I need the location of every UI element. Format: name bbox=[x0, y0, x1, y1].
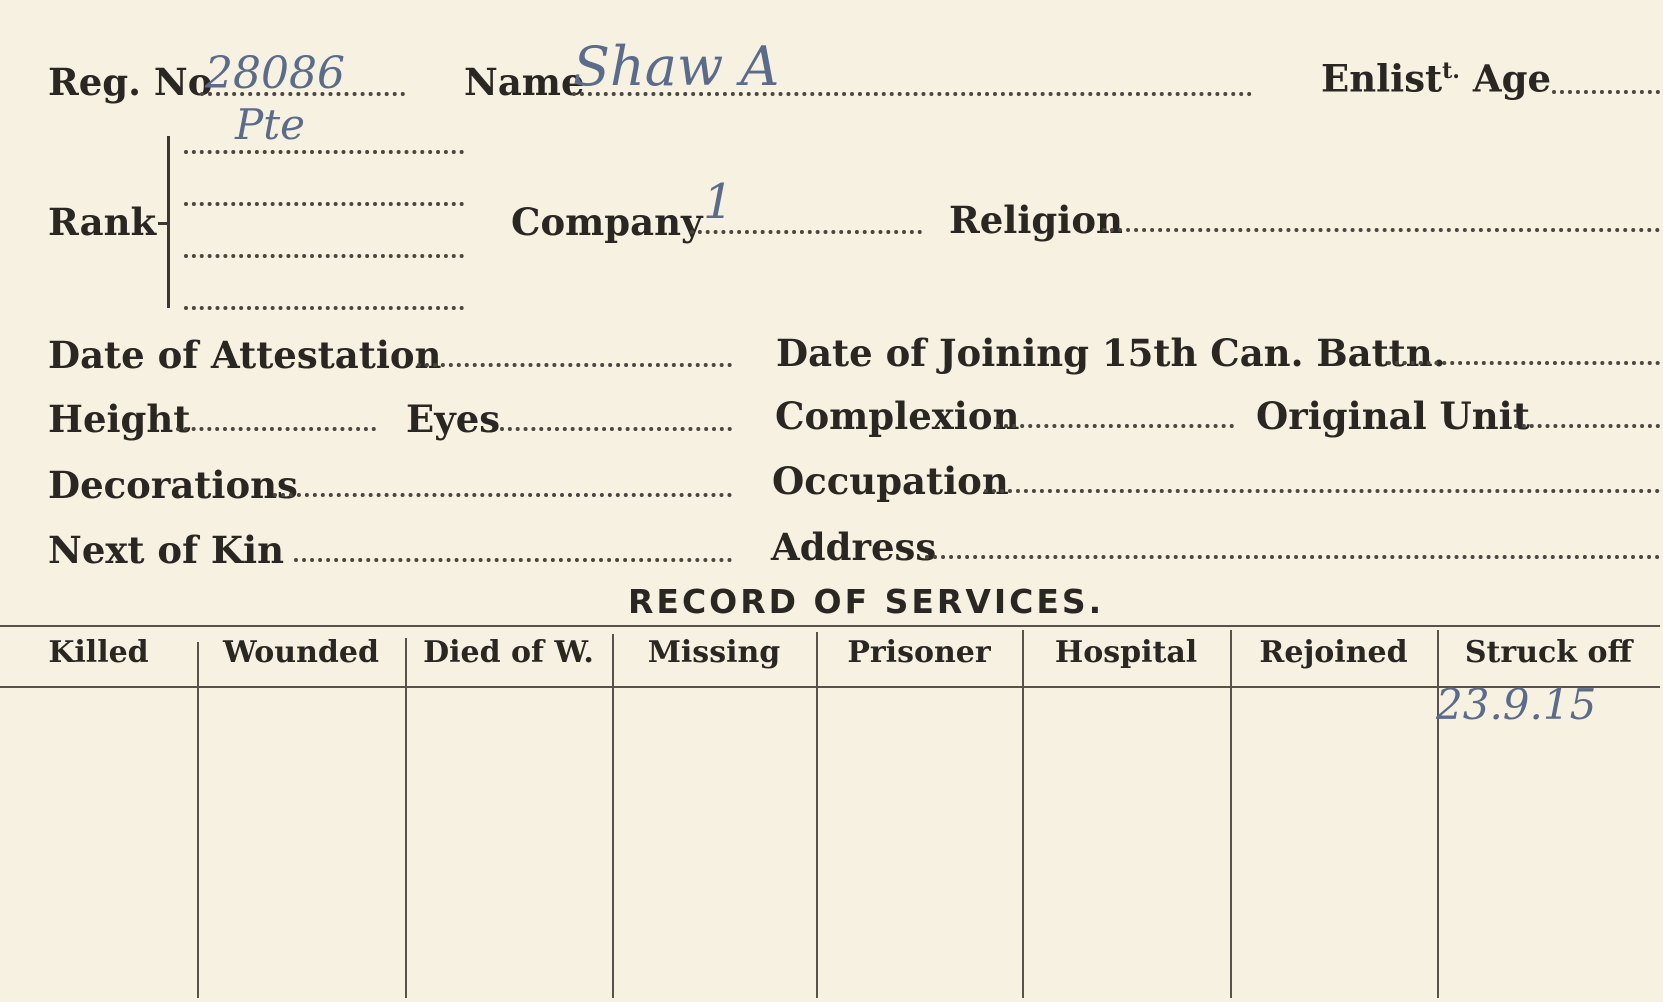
next-of-kin-label: Next of Kin bbox=[48, 528, 284, 572]
company-value: 1 bbox=[703, 174, 734, 230]
table-top-rule bbox=[0, 625, 1660, 627]
rank-brace-tick bbox=[158, 222, 168, 225]
table-header-rule bbox=[0, 686, 1660, 688]
rank-line-2 bbox=[184, 202, 464, 206]
table-divider-3 bbox=[612, 634, 614, 998]
height-line bbox=[176, 427, 376, 431]
struck-off-value: 23.9.15 bbox=[1436, 680, 1597, 729]
height-label: Height bbox=[48, 397, 191, 441]
address-line bbox=[925, 555, 1660, 559]
rank-line-4 bbox=[184, 306, 464, 310]
record-title: RECORD OF SERVICES. bbox=[628, 582, 1105, 621]
original-unit-label: Original Unit bbox=[1256, 394, 1530, 438]
rank-value: Pte bbox=[235, 100, 305, 149]
table-divider-4 bbox=[816, 632, 818, 998]
rank-line-1 bbox=[184, 150, 464, 154]
reg-no-label: Reg. No bbox=[48, 60, 213, 104]
next-of-kin-line bbox=[294, 558, 732, 562]
decorations-line bbox=[273, 493, 732, 497]
table-divider-6 bbox=[1230, 630, 1232, 998]
rank-brace bbox=[167, 136, 178, 308]
company-line bbox=[690, 230, 922, 234]
rank-label: Rank bbox=[48, 200, 157, 244]
column-header-prisoner: Prisoner bbox=[847, 635, 991, 670]
enlist-label-sup: t. bbox=[1442, 58, 1460, 84]
column-header-hospital: Hospital bbox=[1054, 635, 1198, 670]
enlist-label: Enlist bbox=[1321, 56, 1443, 101]
table-divider-5 bbox=[1022, 630, 1024, 998]
column-header-struck-off: Struck off bbox=[1464, 635, 1633, 670]
religion-label: Religion bbox=[949, 198, 1123, 242]
joining-line bbox=[1387, 361, 1660, 365]
complexion-line bbox=[996, 424, 1234, 428]
attestation-label: Date of Attestation bbox=[48, 333, 442, 377]
joining-label: Date of Joining 15th Can. Battn. bbox=[776, 331, 1446, 375]
name-label: Name bbox=[464, 60, 585, 104]
occupation-line bbox=[984, 489, 1660, 493]
company-label: Company bbox=[511, 200, 703, 244]
table-divider-2 bbox=[405, 638, 407, 998]
reg-no-value: 28086 bbox=[205, 48, 345, 99]
age-line bbox=[1552, 90, 1660, 94]
column-header-wounded: Wounded bbox=[223, 635, 379, 670]
name-value: Shaw A bbox=[573, 35, 780, 98]
religion-line bbox=[1102, 228, 1660, 232]
column-header-died-of-wounds: Died of W. bbox=[423, 635, 594, 670]
age-label: Age bbox=[1472, 56, 1551, 101]
original-unit-line bbox=[1514, 424, 1660, 428]
complexion-label: Complexion bbox=[775, 394, 1020, 438]
address-label: Address bbox=[771, 525, 937, 569]
occupation-label: Occupation bbox=[772, 459, 1009, 503]
decorations-label: Decorations bbox=[48, 463, 298, 507]
rank-line-3 bbox=[184, 254, 464, 258]
column-header-rejoined: Rejoined bbox=[1259, 635, 1408, 670]
eyes-label: Eyes bbox=[406, 397, 501, 441]
table-divider-1 bbox=[197, 642, 199, 998]
attestation-line bbox=[417, 363, 732, 367]
column-header-missing: Missing bbox=[647, 635, 781, 670]
eyes-line bbox=[500, 427, 732, 431]
enlist-age-label bbox=[1321, 56, 1551, 101]
column-header-killed: Killed bbox=[48, 635, 149, 670]
